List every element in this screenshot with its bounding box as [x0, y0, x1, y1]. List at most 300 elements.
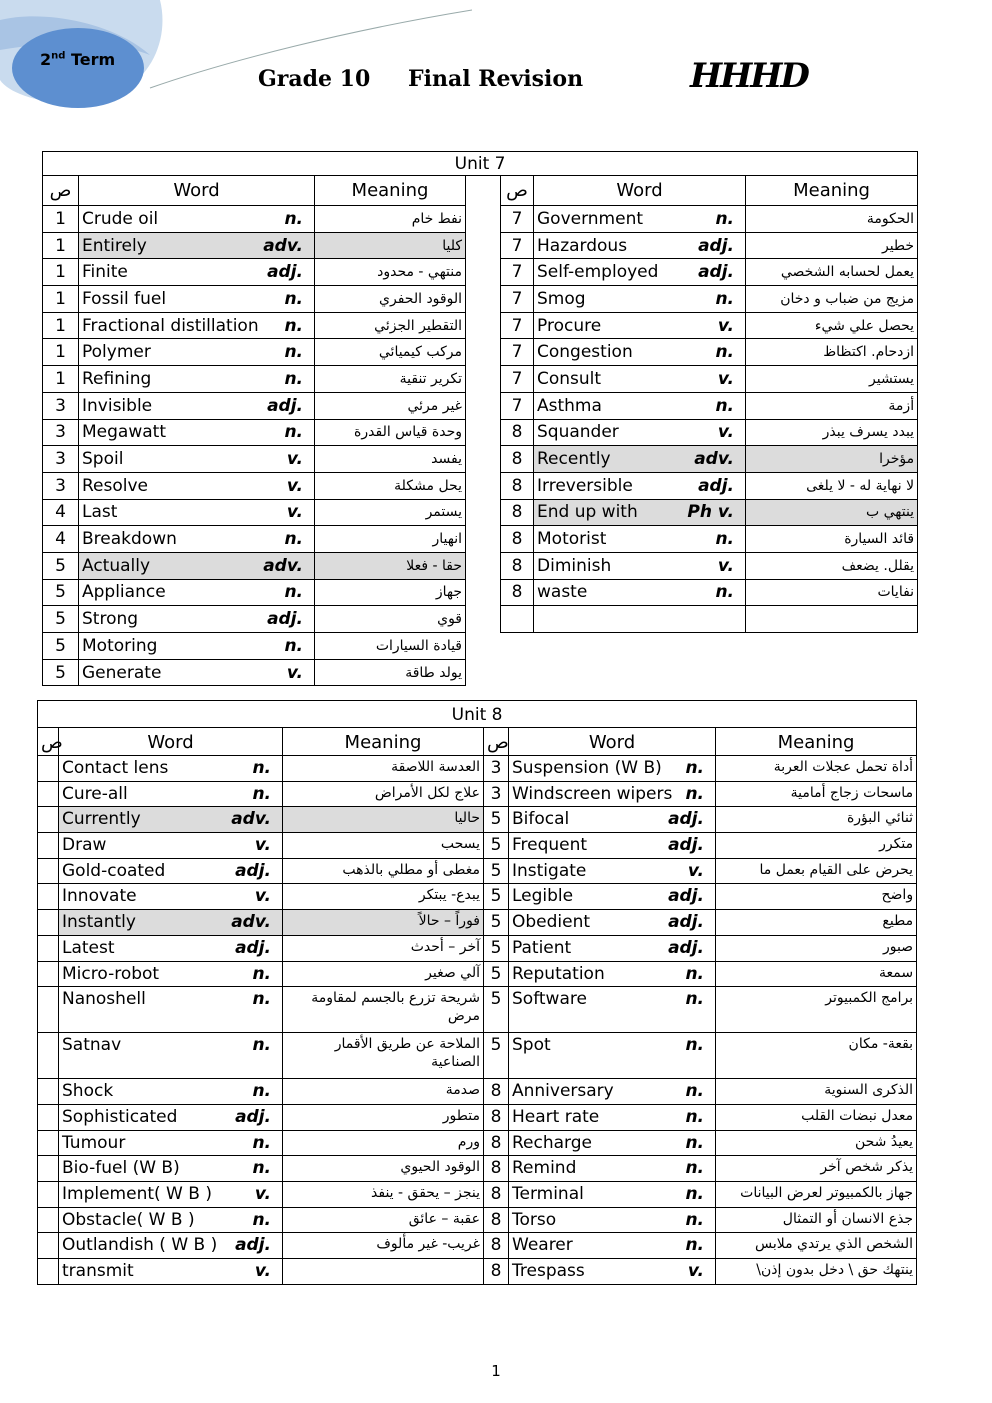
word-cell	[509, 1207, 716, 1233]
word-cell	[534, 446, 746, 473]
word-cell	[59, 781, 283, 807]
table-row	[43, 392, 918, 419]
word-cell	[534, 552, 746, 579]
word-text: Reputation	[512, 963, 605, 984]
page-title: Final Revision	[408, 66, 584, 92]
part-of-speech: v.	[286, 449, 303, 470]
col-meaning-header: Meaning	[746, 176, 918, 206]
part-of-speech: n.	[685, 989, 704, 1010]
word-cell	[534, 526, 746, 553]
word-cell	[509, 987, 716, 1033]
table-row	[38, 1156, 917, 1182]
meaning-cell: يحل مشكلة	[315, 472, 466, 499]
word-text: Diminish	[537, 555, 612, 576]
word-cell	[509, 833, 716, 859]
meaning-cell: مؤخرا	[746, 446, 918, 473]
meaning-cell: فوراً – حالاً	[283, 910, 484, 936]
word-cell	[79, 366, 315, 393]
part-of-speech: v.	[286, 502, 303, 523]
col-meaning-header: Meaning	[283, 728, 484, 756]
gap-cell	[746, 633, 918, 660]
part-of-speech: n.	[685, 758, 704, 778]
word-text: Spoil	[82, 449, 124, 470]
word-cell	[59, 961, 283, 987]
part-of-speech: n.	[252, 1132, 271, 1153]
meaning-cell: يسحب	[283, 833, 484, 859]
unit8-title: Unit 8	[38, 701, 917, 728]
part-of-speech: v.	[286, 475, 303, 496]
page-cell	[38, 858, 59, 884]
gap-cell	[466, 446, 501, 473]
meaning-cell: العدسة اللاصقة	[283, 756, 484, 782]
word-text: Windscreen wipers	[512, 783, 673, 804]
meaning-cell: صدمة	[283, 1079, 484, 1105]
word-text: Appliance	[82, 582, 166, 603]
page-cell	[38, 884, 59, 910]
part-of-speech: adj.	[267, 262, 303, 283]
page-cell: 7	[501, 259, 534, 286]
part-of-speech: adj.	[267, 395, 303, 416]
word-cell	[59, 1207, 283, 1233]
word-cell	[59, 1104, 283, 1130]
word-text: Fossil fuel	[82, 288, 167, 309]
page-cell: 5	[43, 552, 79, 579]
col-word-header: Word	[59, 728, 283, 756]
col-meaning-header: Meaning	[315, 176, 466, 206]
word-text: transmit	[62, 1261, 134, 1281]
part-of-speech: n.	[252, 1209, 271, 1230]
page-cell: 7	[501, 206, 534, 233]
word-cell	[79, 206, 315, 233]
gap-cell	[466, 339, 501, 366]
word-cell	[509, 1181, 716, 1207]
page-cell: 5	[43, 579, 79, 606]
word-cell	[59, 1079, 283, 1105]
term-label: 2nd Term	[40, 50, 116, 69]
word-cell	[534, 366, 746, 393]
gap-cell	[466, 232, 501, 259]
table-row	[43, 659, 918, 686]
meaning-cell: سمعة	[716, 961, 917, 987]
word-text: Breakdown	[82, 529, 177, 550]
meaning-cell: آخر – أحدث	[283, 935, 484, 961]
word-cell	[509, 1033, 716, 1079]
word-cell	[509, 807, 716, 833]
page-cell: 8	[484, 1207, 509, 1233]
word-text: waste	[537, 582, 588, 603]
word-text: Consult	[537, 368, 602, 389]
word-cell	[509, 1104, 716, 1130]
part-of-speech: adv.	[694, 449, 734, 470]
page-cell: 3	[43, 472, 79, 499]
word-cell	[59, 1233, 283, 1259]
meaning-cell: حقا - فعلا	[315, 552, 466, 579]
part-of-speech: n.	[252, 1035, 271, 1056]
table-row	[43, 206, 918, 233]
meaning-cell: ينتهي ب	[746, 499, 918, 526]
word-text: Last	[82, 502, 118, 523]
part-of-speech: adj.	[698, 235, 734, 256]
table-row	[38, 1181, 917, 1207]
page-cell	[38, 961, 59, 987]
word-text: Actually	[82, 555, 151, 576]
word-text: Crude oil	[82, 208, 159, 229]
col-meaning-header: Meaning	[716, 728, 917, 756]
word-text: Terminal	[512, 1183, 584, 1204]
col-page-header: ص	[484, 728, 509, 756]
part-of-speech: n.	[685, 1235, 704, 1256]
meaning-cell: علاج لكل الأمراض	[283, 781, 484, 807]
col-word-header: Word	[509, 728, 716, 756]
meaning-cell: جهاز بالكمبيوتر لعرض البيانات	[716, 1181, 917, 1207]
part-of-speech: adj.	[668, 809, 704, 830]
part-of-speech: n.	[252, 963, 271, 984]
word-text: Bifocal	[512, 809, 570, 830]
meaning-cell: واضح	[716, 884, 917, 910]
word-cell	[534, 206, 746, 233]
gap-cell	[466, 259, 501, 286]
part-of-speech: v.	[254, 886, 271, 907]
word-text: Nanoshell	[62, 989, 146, 1010]
word-text: Legible	[512, 886, 574, 907]
word-text: Refining	[82, 368, 152, 389]
word-text: Self-employed	[537, 262, 659, 283]
word-text: Patient	[512, 937, 572, 958]
meaning-cell: مغطى أو مطلي بالذهب	[283, 858, 484, 884]
meaning-cell: ينتهك حق \ دخل بدون إذن\	[716, 1259, 917, 1285]
word-text: Entirely	[82, 235, 147, 256]
table-row	[38, 1207, 917, 1233]
word-text: Smog	[537, 288, 586, 309]
part-of-speech: v.	[687, 860, 704, 881]
meaning-cell	[746, 606, 918, 633]
meaning-cell: شريحة تزرع بالجسم لمقاومة مرض	[283, 987, 484, 1033]
table-row	[38, 1259, 917, 1285]
page-cell: 8	[484, 1079, 509, 1105]
word-text: Bio-fuel (W B)	[62, 1158, 180, 1179]
part-of-speech: n.	[685, 1106, 704, 1127]
word-text: Strong	[82, 609, 139, 630]
table-row	[38, 1104, 917, 1130]
col-word-header: Word	[79, 176, 315, 206]
meaning-cell: لا نهاية له - لا يلغى	[746, 472, 918, 499]
page-cell: 8	[484, 1233, 509, 1259]
part-of-speech: n.	[284, 582, 303, 603]
meaning-cell: ماسحات زجاج أمامية	[716, 781, 917, 807]
word-cell	[79, 312, 315, 339]
table-row	[38, 807, 917, 833]
meaning-cell: التقطير الجزئي	[315, 312, 466, 339]
part-of-speech: adj.	[698, 475, 734, 496]
meaning-cell: تكرير تنقية	[315, 366, 466, 393]
part-of-speech: adj.	[235, 1106, 271, 1127]
part-of-speech: adj.	[267, 609, 303, 630]
word-cell	[79, 472, 315, 499]
page-cell: 5	[484, 987, 509, 1033]
table-row	[38, 1233, 917, 1259]
word-text: Motorist	[537, 529, 607, 550]
part-of-speech: n.	[284, 368, 303, 389]
gap-cell	[466, 366, 501, 393]
meaning-cell: يحصل علي شيء	[746, 312, 918, 339]
page-cell	[501, 606, 534, 633]
word-cell	[79, 633, 315, 660]
meaning-cell	[283, 1259, 484, 1285]
table-row	[38, 833, 917, 859]
meaning-cell: انهيار	[315, 526, 466, 553]
part-of-speech: n.	[685, 783, 704, 804]
page-cell	[38, 781, 59, 807]
page-cell: 1	[43, 286, 79, 313]
word-text: Contact lens	[62, 758, 169, 778]
word-cell	[509, 961, 716, 987]
meaning-cell: كليا	[315, 232, 466, 259]
meaning-cell: يبدع- يبتكر	[283, 884, 484, 910]
page-cell: 3	[484, 781, 509, 807]
part-of-speech: n.	[685, 963, 704, 984]
table-row	[43, 579, 918, 606]
col-page-header: ص	[38, 728, 59, 756]
part-of-speech: v.	[717, 315, 734, 336]
word-text: Resolve	[82, 475, 149, 496]
page-cell: 5	[484, 858, 509, 884]
page-cell	[38, 833, 59, 859]
part-of-speech: v.	[254, 1183, 271, 1204]
page-cell: 4	[43, 499, 79, 526]
word-cell	[534, 472, 746, 499]
part-of-speech: n.	[284, 422, 303, 443]
meaning-cell: غير مرئي	[315, 392, 466, 419]
word-text: Invisible	[82, 395, 153, 416]
page-cell: 1	[43, 259, 79, 286]
page-cell	[38, 1207, 59, 1233]
meaning-cell: قيادة السيارات	[315, 633, 466, 660]
page-cell: 5	[484, 884, 509, 910]
meaning-cell: يستمر	[315, 499, 466, 526]
meaning-cell: معدل نبضات القلب	[716, 1104, 917, 1130]
page-cell: 7	[501, 232, 534, 259]
word-text: Outlandish ( W B )	[62, 1235, 218, 1256]
page-cell: 3	[43, 419, 79, 446]
page-cell	[38, 910, 59, 936]
word-cell	[79, 499, 315, 526]
part-of-speech: n.	[284, 342, 303, 363]
meaning-cell: الذكرى السنوية	[716, 1079, 917, 1105]
word-cell	[59, 910, 283, 936]
page-cell: 1	[43, 312, 79, 339]
part-of-speech: n.	[284, 635, 303, 656]
table-row	[43, 472, 918, 499]
word-cell	[509, 935, 716, 961]
word-text: Spot	[512, 1035, 551, 1056]
word-cell	[534, 499, 746, 526]
page-cell: 5	[484, 807, 509, 833]
part-of-speech: v.	[717, 555, 734, 576]
part-of-speech: n.	[685, 1081, 704, 1102]
meaning-cell: يفسد	[315, 446, 466, 473]
meaning-cell: صبور	[716, 935, 917, 961]
meaning-cell: الشخص الذي يرتدي ملابس	[716, 1233, 917, 1259]
table-row	[43, 633, 918, 660]
meaning-cell: بقعة- مكان	[716, 1033, 917, 1079]
word-text: Irreversible	[537, 475, 633, 496]
col-page-header: ص	[501, 176, 534, 206]
part-of-speech: n.	[715, 208, 734, 229]
page-cell: 8	[501, 579, 534, 606]
word-cell	[509, 1130, 716, 1156]
meaning-cell: متكرر	[716, 833, 917, 859]
page-cell	[38, 1033, 59, 1079]
table-row	[43, 259, 918, 286]
gap-cell	[466, 286, 501, 313]
part-of-speech: n.	[685, 1183, 704, 1204]
meaning-cell: قائد السيارة	[746, 526, 918, 553]
page-cell	[38, 1104, 59, 1130]
word-text: Procure	[537, 315, 602, 336]
unit8-table	[37, 700, 917, 1285]
table-row	[38, 910, 917, 936]
page-cell: 8	[484, 1104, 509, 1130]
meaning-cell: خطير	[746, 232, 918, 259]
part-of-speech: n.	[685, 1035, 704, 1056]
word-text: Currently	[62, 809, 141, 830]
word-text: Recharge	[512, 1132, 592, 1153]
table-row	[43, 606, 918, 633]
part-of-speech: v.	[286, 662, 303, 683]
word-text: Megawatt	[82, 422, 166, 443]
page-cell	[38, 1130, 59, 1156]
word-cell	[59, 987, 283, 1033]
page-cell: 1	[43, 366, 79, 393]
word-text: Congestion	[537, 342, 633, 363]
meaning-cell: ينجز – يحقق - ينفذ	[283, 1181, 484, 1207]
word-text: Obedient	[512, 912, 591, 933]
gap-cell	[466, 176, 501, 206]
part-of-speech: n.	[685, 1209, 704, 1230]
word-cell	[534, 259, 746, 286]
page-cell	[38, 1233, 59, 1259]
meaning-cell: يقلل. يضعف	[746, 552, 918, 579]
word-text: Recently	[537, 449, 611, 470]
page-number: 1	[491, 1362, 501, 1380]
word-cell	[59, 858, 283, 884]
page-cell: 4	[43, 526, 79, 553]
page-cell: 8	[484, 1156, 509, 1182]
word-cell	[79, 286, 315, 313]
word-text: Instantly	[62, 912, 136, 933]
gap-cell	[501, 633, 534, 660]
part-of-speech: adj.	[668, 937, 704, 958]
meaning-cell: يعمل لحسابه الشخصي	[746, 259, 918, 286]
meaning-cell: ثنائي البؤرة	[716, 807, 917, 833]
word-cell	[79, 552, 315, 579]
table-row	[43, 366, 918, 393]
meaning-cell: نفط خام	[315, 206, 466, 233]
word-cell	[534, 392, 746, 419]
part-of-speech: n.	[685, 1158, 704, 1179]
word-cell	[59, 1130, 283, 1156]
word-cell	[79, 419, 315, 446]
part-of-speech: v.	[254, 835, 271, 856]
page-cell: 3	[43, 446, 79, 473]
gap-cell	[466, 633, 501, 660]
word-text: Anniversary	[512, 1081, 614, 1102]
word-text: Implement( W B )	[62, 1183, 212, 1204]
word-text: Latest	[62, 937, 115, 958]
part-of-speech: n.	[284, 208, 303, 229]
word-text: Remind	[512, 1158, 577, 1179]
unit7-table	[42, 151, 918, 686]
meaning-cell: جهاز	[315, 579, 466, 606]
word-cell	[509, 756, 716, 782]
gap-cell	[466, 419, 501, 446]
page-cell: 5	[43, 606, 79, 633]
meaning-cell: وحدة قياس القدرة	[315, 419, 466, 446]
table-row	[38, 987, 917, 1033]
word-cell	[509, 858, 716, 884]
word-text: End up with	[537, 502, 638, 523]
part-of-speech: n.	[715, 395, 734, 416]
page-cell	[38, 987, 59, 1033]
page-cell: 5	[484, 910, 509, 936]
part-of-speech: v.	[687, 1261, 704, 1281]
meaning-cell: نفايات	[746, 579, 918, 606]
meaning-cell: غريب- غير مألوف	[283, 1233, 484, 1259]
page-cell	[38, 935, 59, 961]
word-cell	[79, 259, 315, 286]
meaning-cell: جذع الانسان أو التمثال	[716, 1207, 917, 1233]
part-of-speech: adj.	[698, 262, 734, 283]
word-cell	[59, 807, 283, 833]
table-row	[38, 756, 917, 782]
part-of-speech: n.	[715, 288, 734, 309]
word-cell	[79, 606, 315, 633]
word-cell	[509, 1079, 716, 1105]
page-cell: 7	[501, 286, 534, 313]
word-text: Finite	[82, 262, 128, 283]
meaning-cell: ازدحام. اكتظاظ	[746, 339, 918, 366]
table-row	[43, 499, 918, 526]
word-cell	[79, 392, 315, 419]
page-cell: 3	[484, 756, 509, 782]
page-cell: 8	[484, 1181, 509, 1207]
unit7-title: Unit 7	[43, 152, 918, 176]
page-cell: 5	[43, 633, 79, 660]
word-text: Asthma	[537, 395, 602, 416]
page-cell: 5	[484, 935, 509, 961]
meaning-cell: يذكر شخص آخر	[716, 1156, 917, 1182]
gap-cell	[466, 312, 501, 339]
page-cell: 8	[501, 552, 534, 579]
gap-cell	[534, 659, 746, 686]
gap-cell	[466, 659, 501, 686]
table-row	[43, 232, 918, 259]
word-text: Motoring	[82, 635, 158, 656]
table-row	[38, 1130, 917, 1156]
meaning-cell: يحرض على القيام بعمل ما	[716, 858, 917, 884]
page-cell: 8	[484, 1259, 509, 1285]
page-cell	[38, 1259, 59, 1285]
page-cell: 3	[43, 392, 79, 419]
word-cell	[59, 1181, 283, 1207]
word-cell	[79, 659, 315, 686]
part-of-speech: n.	[715, 529, 734, 550]
gap-cell	[466, 606, 501, 633]
word-text: Trespass	[512, 1261, 585, 1281]
word-cell	[59, 833, 283, 859]
word-cell	[79, 339, 315, 366]
word-text: Satnav	[62, 1035, 122, 1056]
